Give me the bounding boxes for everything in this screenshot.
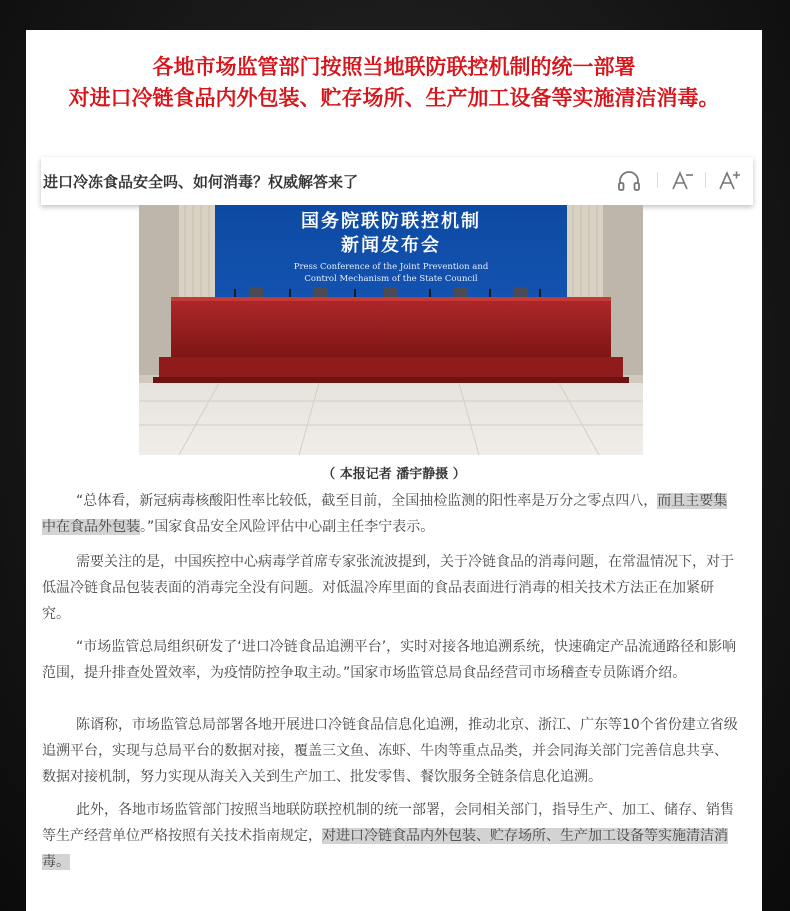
paragraph-5-highlight: 对进口冷链食品内外包装、贮存场所、生产加工设备等实施清洁消毒。 — [42, 828, 728, 870]
article-header-bar — [41, 157, 753, 205]
headline — [26, 52, 762, 114]
tool-divider — [705, 172, 706, 188]
paragraph-2: 需要关注的是，中国疾控中心病毒学首席专家张流波提到，关于冷链食品的消毒问题，在常温情况下，对于低温冷链食品包装表面的消毒完全没有问题。对低温冷库里面的食品表面进行消毒的相关技术方法正在加紧研究。 — [42, 554, 734, 622]
headline-line-2: 对进口冷链食品内外包装、贮存场所、生产加工设备等实施清洁消毒。 — [68, 86, 720, 110]
paragraph-1-highlight: 而且主要集中在食品外包装 — [42, 493, 728, 535]
paragraph-3: “市场监管总局组织研发了‘进口冷链食品追溯平台’，实时对接各地追溯系统，快速确定产品流通路径和影响范围，提升排查处置效率，为疫情防控争取主动。”国家市场监管总局食品经营司市场稽查专员陈谞介绍。 — [42, 639, 737, 681]
paragraph-5 — [42, 797, 738, 875]
paragraph-1 — [42, 488, 738, 540]
headphones-icon[interactable] — [616, 168, 642, 194]
tool-divider — [657, 172, 658, 188]
font-increase-icon[interactable] — [716, 168, 742, 194]
backdrop-title: 国务院联防联控机制 — [301, 211, 481, 232]
paragraph-5-text: 此外，各地市场监管部门按照当地联防联控机制的统一部署，会同相关部门，指导生产、加工、储存、销售等生产经营单位严格按照有关技术指南规定， — [42, 802, 734, 844]
backdrop-english-1: Press Conference of the Joint Prevention and — [293, 262, 489, 272]
headline-line-1: 各地市场监管部门按照当地联防联控机制的统一部署 — [152, 55, 636, 79]
backdrop-english-2: Control Mechanism of the State Council — [304, 274, 478, 284]
article-sheet — [26, 30, 762, 911]
article-title: 进口冷冻食品安全吗、如何消毒？权威解答来了 — [43, 173, 359, 191]
paragraph-1-text-end: 。”国家食品安全风险评估中心副主任李宁表示。 — [140, 519, 435, 535]
font-decrease-icon[interactable] — [669, 168, 695, 194]
photo-caption: （ 本报记者 潘宇静摄 ） — [322, 467, 466, 482]
press-conference-photo — [139, 205, 643, 455]
paragraph-1-text: “总体看，新冠病毒核酸阳性率比较低，截至目前，全国抽检监测的阳性率是万分之零点四八， — [76, 493, 658, 509]
paragraph-4: 陈谞称，市场监管总局部署各地开展进口冷链食品信息化追溯，推动北京、浙江、广东等10个省份建立省级追溯平台，实现与总局平台的数据对接，覆盖三文鱼、冻虾、牛肉等重点品类，并会同海关部门完善信息共享、数据对接机制，努力实现从海关入关到生产加工、批发零售、餐饮服务全链条信息化追溯。 — [42, 717, 738, 785]
backdrop-subtitle: 新闻发布会 — [341, 235, 441, 256]
